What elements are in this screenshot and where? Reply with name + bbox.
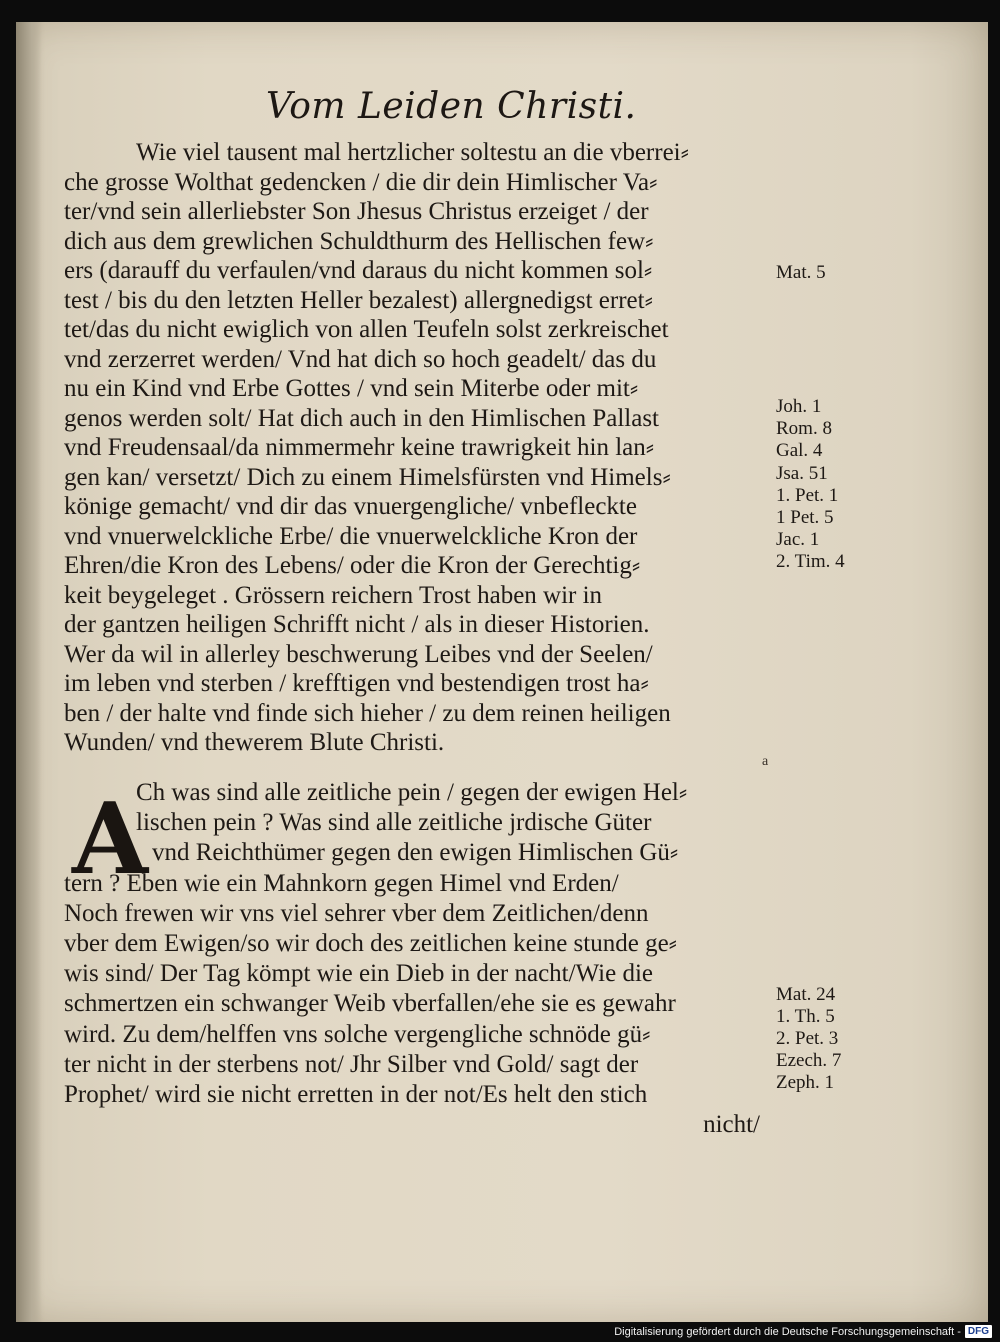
credit-text: Digitalisierung gefördert durch die Deutsche Forschungsgemeinschaft - bbox=[614, 1325, 961, 1338]
text-line: tet/das du nicht ewiglich von allen Teufeln solst zerkreischet bbox=[64, 316, 669, 343]
running-head: Vom Leiden Christi. bbox=[266, 86, 637, 127]
text-line: genos werden solt/ Hat dich auch in den Himlischen Pallast bbox=[64, 404, 660, 432]
margin-note: Joh. 1 bbox=[776, 396, 822, 417]
paragraph-2 bbox=[64, 778, 776, 1140]
text-line: Noch frewen wir vns viel sehrer vber dem Zeitlichen/denn bbox=[64, 899, 649, 927]
margin-note: Jac. 1 bbox=[776, 529, 820, 551]
text-line: könige gemacht/ vnd dir das vnuergengliche/ vnbefleckte bbox=[64, 493, 637, 520]
margin-note: 2. Tim. 4 bbox=[776, 551, 845, 573]
margin-note: 1. Th. 5 bbox=[776, 1006, 835, 1027]
text-line: tern ? Eben wie ein Mahnkorn gegen Himel vnd Erden/ bbox=[64, 869, 619, 897]
margin-note: Gal. 4 bbox=[776, 440, 823, 462]
text-line: ers (darauff du verfaulen/vnd daraus du nicht kommen sol⸗ bbox=[64, 257, 653, 284]
stray-mark: a bbox=[762, 754, 769, 769]
text-line: test / bis du den letzten Heller bezalest) allergnedigst erret⸗ bbox=[64, 286, 653, 314]
text-line: keit beygeleget . Grössern reichern Trost haben wir in bbox=[64, 581, 603, 609]
text-line: der gantzen heiligen Schrifft nicht / als in dieser Historien. bbox=[64, 611, 650, 638]
text-line: Wer da wil in allerley beschwerung Leibes vnd der Seelen/ bbox=[64, 640, 653, 668]
text-line: che grosse Wolthat gedencken / die dir dein Himlischer Va⸗ bbox=[64, 168, 658, 196]
text-line: gen kan/ versetzt/ Dich zu einem Himelsfürsten vnd Himels⸗ bbox=[64, 463, 671, 491]
text-line: Wunden/ vnd thewerem Blute Christi. bbox=[64, 729, 445, 756]
text-line: ben / der halte vnd finde sich hieher / zu dem reinen heiligen bbox=[64, 699, 671, 727]
margin-note: Mat. 5 bbox=[776, 262, 826, 283]
text-line: lischen pein ? Was sind alle zeitliche jrdische Güter bbox=[136, 809, 652, 837]
text-line: im leben vnd sterben / krefftigen vnd bestendigen trost ha⸗ bbox=[64, 670, 649, 697]
text-line: Prophet/ wird sie nicht erretten in der not/Es helt den stich bbox=[64, 1080, 648, 1108]
margin-notes-top bbox=[776, 262, 866, 284]
page-gutter-shadow bbox=[16, 22, 42, 1322]
text-line: wis sind/ Der Tag kömpt wie ein Dieb in der nacht/Wie die bbox=[64, 960, 654, 988]
text-line: ter/vnd sein allerliebster Son Jhesus Christus erzeiget / der bbox=[64, 198, 649, 225]
margin-note: Mat. 24 bbox=[776, 984, 836, 1005]
text-line: wird. Zu dem/helffen vns solche vergengliche schnöde gü⸗ bbox=[64, 1020, 651, 1048]
text-line: vber dem Ewigen/so wir doch des zeitlichen keine stunde ge⸗ bbox=[64, 929, 678, 957]
text-line: vnd Freudensaal/da nimmermehr keine trawrigkeit hin lan⸗ bbox=[64, 434, 655, 461]
margin-note: 2. Pet. 3 bbox=[776, 1028, 839, 1049]
margin-note: 1. Pet. 1 bbox=[776, 484, 839, 506]
paragraph-1 bbox=[64, 138, 776, 758]
margin-note: Rom. 8 bbox=[776, 418, 832, 440]
book-page bbox=[16, 22, 988, 1322]
margin-note: Ezech. 7 bbox=[776, 1050, 842, 1071]
digitization-credit bbox=[614, 1325, 992, 1338]
catchword: nicht/ bbox=[703, 1111, 760, 1139]
dfg-logo: DFG bbox=[965, 1325, 992, 1338]
margin-notes-bottom bbox=[776, 984, 866, 1094]
text-line: dich aus dem grewlichen Schuldthurm des Hellischen few⸗ bbox=[64, 227, 654, 255]
margin-note: Jsa. 51 bbox=[776, 462, 828, 484]
text-line: vnd vnuerwelckliche Erbe/ die vnuerwelckliche Kron der bbox=[64, 522, 638, 550]
text-line: schmertzen ein schwanger Weib vberfallen/ehe sie es gewahr bbox=[64, 990, 676, 1018]
margin-note: 1 Pet. 5 bbox=[776, 507, 834, 529]
text-line: Ch was sind alle zeitliche pein / gegen der ewigen Hel⸗ bbox=[136, 779, 688, 806]
text-line: vnd zerzerret werden/ Vnd hat dich so hoch geadelt/ das du bbox=[64, 345, 657, 373]
decorated-initial: A bbox=[71, 782, 149, 897]
text-line: ter nicht in der sterbens not/ Jhr Silber vnd Gold/ sagt der bbox=[64, 1050, 639, 1078]
margin-notes-middle bbox=[776, 396, 866, 574]
text-line: vnd Reichthümer gegen den ewigen Himlischen Gü⸗ bbox=[152, 839, 679, 867]
text-line: Wie viel tausent mal hertzlicher soltestu an die vberrei⸗ bbox=[136, 139, 689, 166]
text-line: Ehren/die Kron des Lebens/ oder die Kron der Gerechtig⸗ bbox=[64, 552, 641, 579]
text-line: nu ein Kind vnd Erbe Gottes / vnd sein Miterbe oder mit⸗ bbox=[64, 375, 639, 402]
margin-note: Zeph. 1 bbox=[776, 1072, 835, 1093]
